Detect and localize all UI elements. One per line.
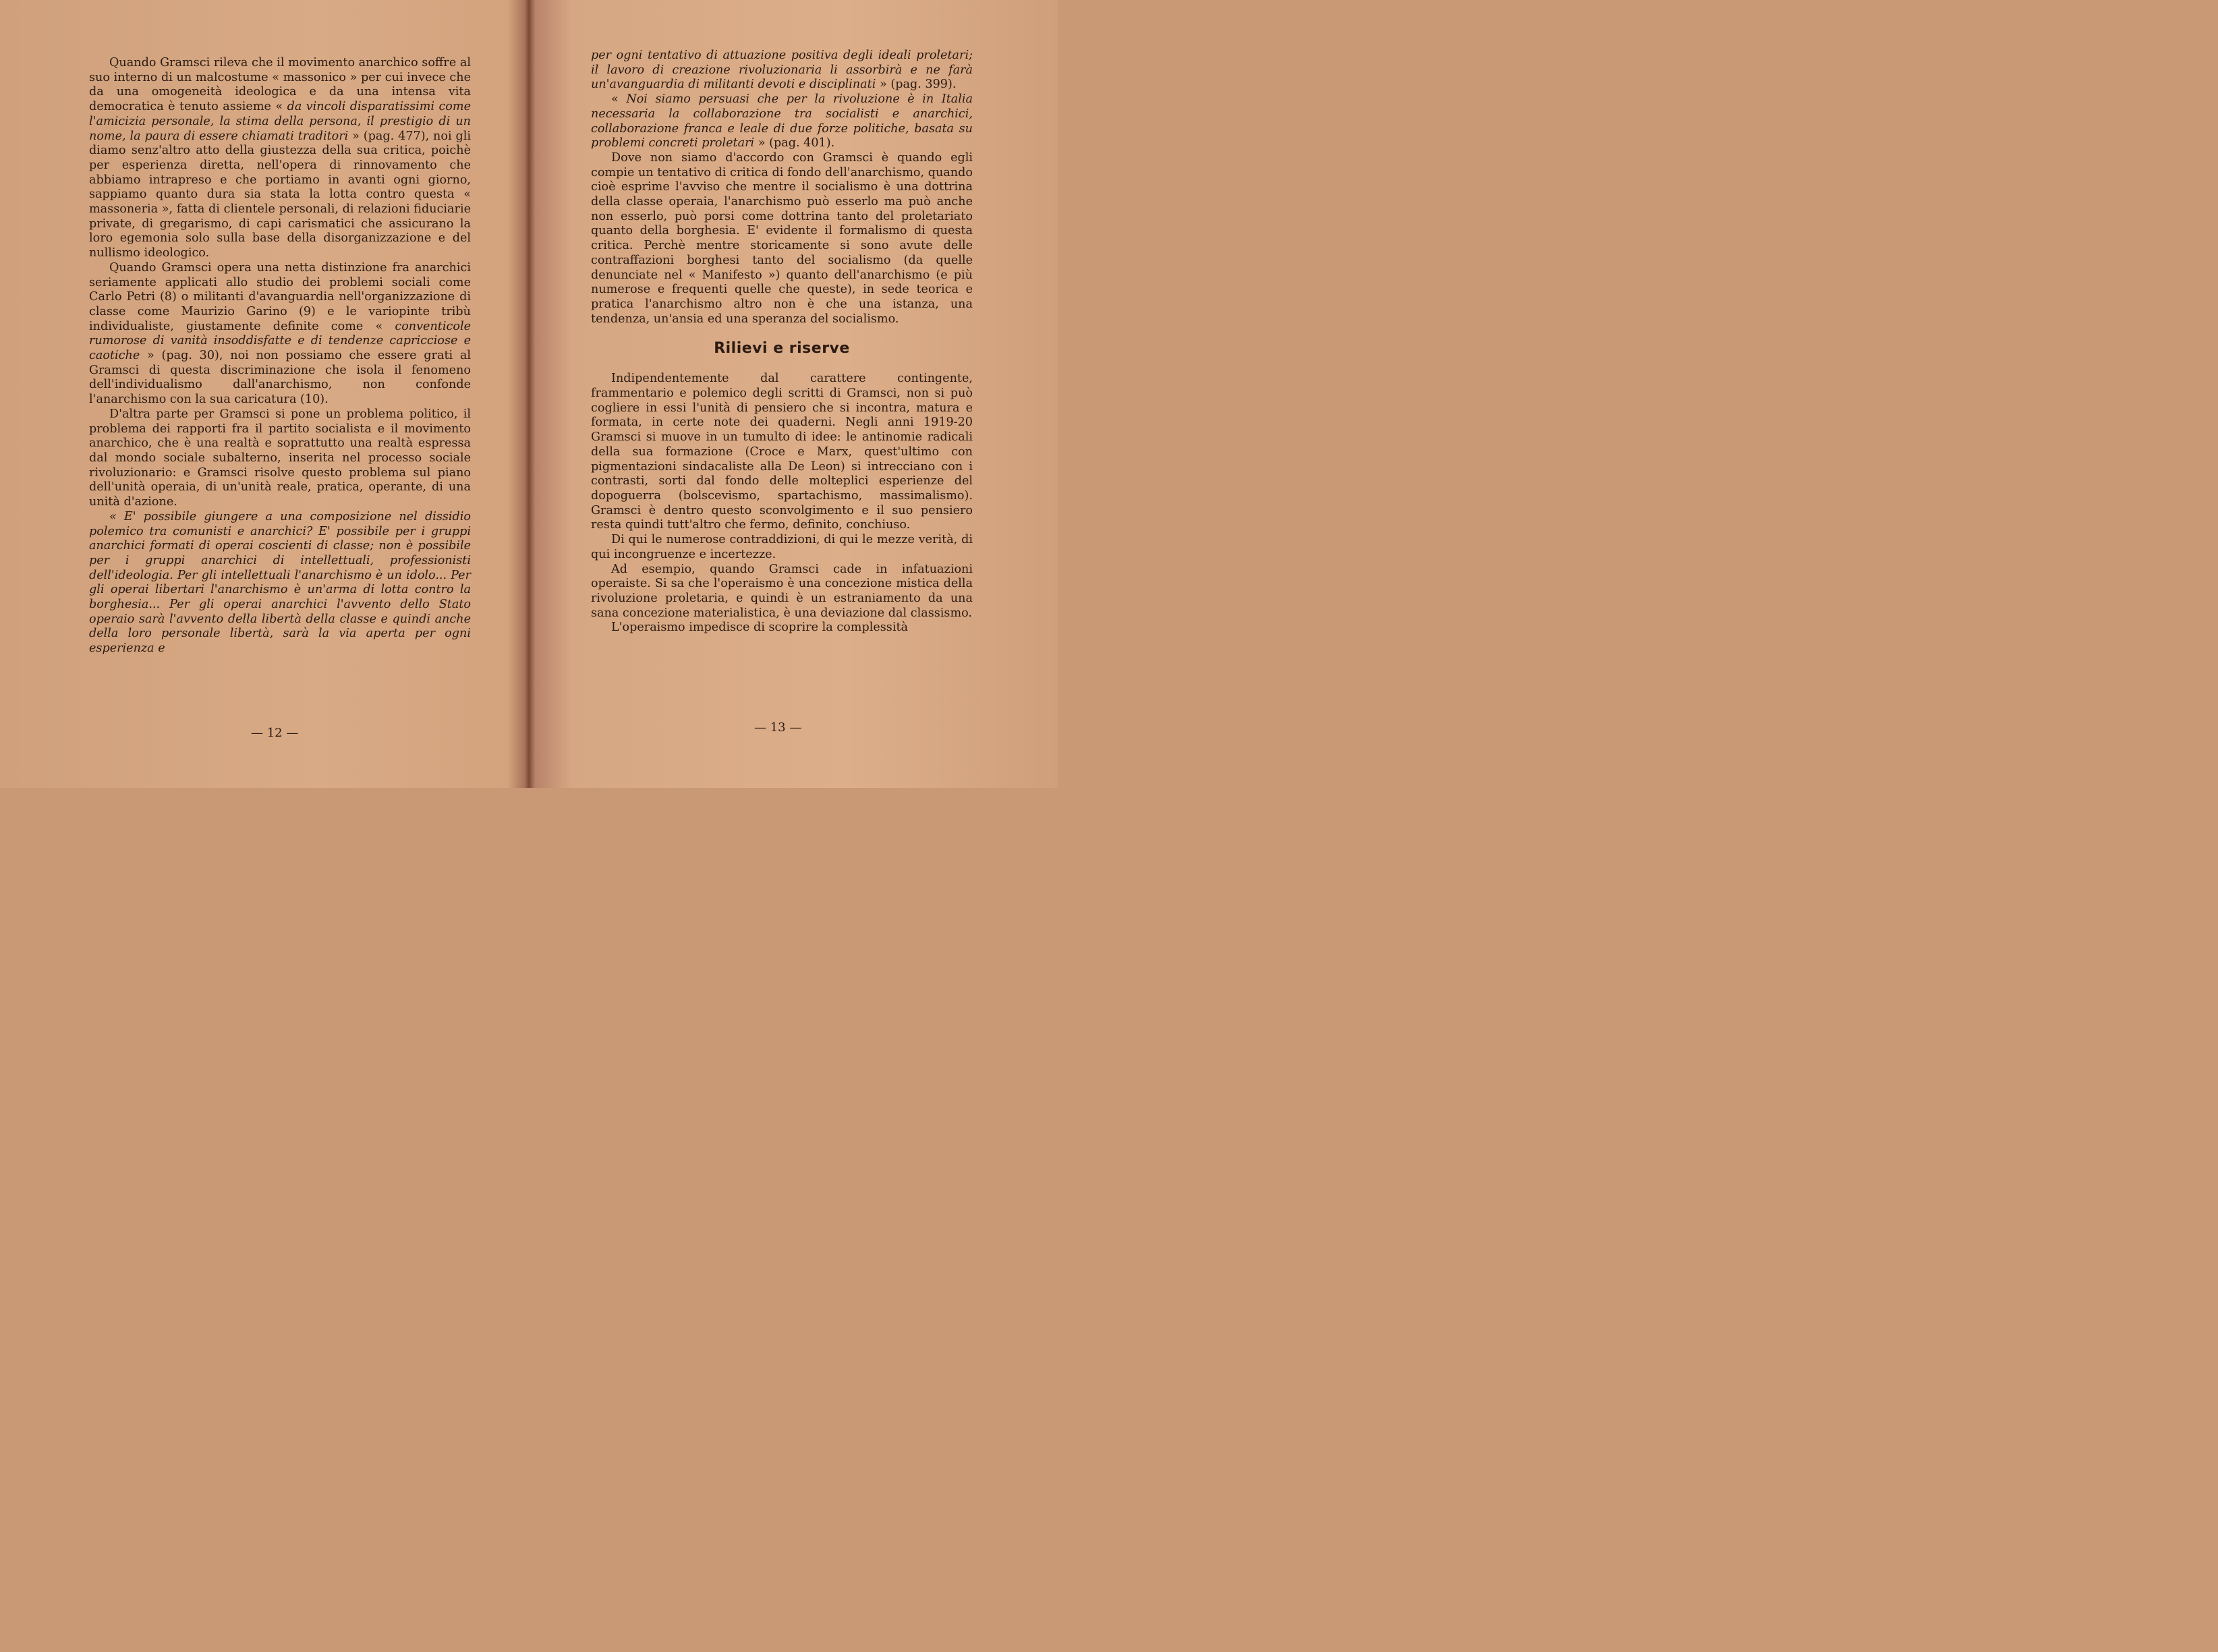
right-page-text <box>591 49 973 635</box>
page-number: — 13 — <box>754 720 802 735</box>
paragraph: Quando Gramsci rileva che il movimento anarchico soffre al suo interno di un malcostume « massonico » per cui invece che da una omogeneità ideologica e da una intensa vita democratica è tenuto assieme « da vincoli disparatissimi come l'amicizia personale, la stima della persona, il prestigio di un nome, la paura di essere chiamati traditori » (pag. 477), noi gli diamo senz'altro atto della giustezza della sua critica, poichè per esperienza diretta, nell'opera di rinnovamento che abbiamo intrapreso e che portiamo in avanti ogni giorno, sappiamo quanto dura sia stata la lotta contro questa « massoneria », fatta di clientele personali, di relazioni fiduciarie private, di gregarismo, di capi carismatici che assicurano la loro egemonia solo sulla base della disorganizzazione e del nullismo ideologico. <box>89 56 471 260</box>
paragraph: Ad esempio, quando Gramsci cade in infatuazioni operaiste. Si sa che l'operaismo è una concezione mistica della rivoluzione proletaria, e quindi è un estraniamento da una sana concezione materialistica, è una deviazione dal classismo. <box>591 562 973 620</box>
paragraph: Indipendentemente dal carattere contingente, frammentario e polemico degli scritti di Gramsci, non si può cogliere in essi l'unità di pensiero che si incontra, matura e formata, in certe note dei quaderni. Negli anni 1919-20 Gramsci si muove in un tumulto di idee: le antinomie radicali della sua formazione (Croce e Marx, quest'ultimo con pigmentazioni sindacaliste alla De Leon) si intrecciano con i contrasti, sorti dal fondo delle molteplici esperienze del dopoguerra (bolscevismo, spartachismo, massimalismo). Gramsci è dentro questo sconvolgimento e il suo pensiero resta quindi tutt'altro che fermo, definito, conchiuso. <box>591 372 973 532</box>
quotation: « Noi siamo persuasi che per la rivoluzione è in Italia necessaria la collaborazione tra socialisti e anarchici, collaborazione franca e leale di due forze politiche, basata su problemi concreti proletari » (pag. 401). <box>591 92 973 150</box>
section-heading: Rilievi e riserve <box>714 340 850 358</box>
paragraph: Di qui le numerose contraddizioni, di qui le mezze verità, di qui incongruenze e incertezze. <box>591 533 973 561</box>
paragraph: L'operaismo impedisce di scoprire la complessità <box>611 621 909 635</box>
paragraph: Quando Gramsci opera una netta distinzione fra anarchici seriamente applicati allo studio dei problemi sociali come Carlo Petri (8) o militanti d'avanguardia nell'organizzazione di classe come Maurizio Garino (9) e le variopinte tribù individualiste, giustamente definite come « conventicole rumorose di vanità insoddisfatte e di tendenze capricciose e caotiche » (pag. 30), noi non possiamo che essere grati al Gramsci di questa discriminazione che isola il fenomeno dell'individualismo dall'anarchismo, non confonde l'anarchismo con la sua caricatura (10). <box>89 260 471 407</box>
left-page-text <box>89 56 471 656</box>
paragraph: D'altra parte per Gramsci si pone un problema politico, il problema dei rapporti fra il partito socialista e il movimento anarchico, che è una realtà e soprattutto una realtà espressa dal mondo sociale subalterno, inserita nel processo sociale rivoluzionario: e Gramsci risolve questo problema sul piano dell'unità operaia, di un'unità reale, pratica, operante, di una unità d'azione. <box>89 407 471 509</box>
right-page <box>532 0 1058 788</box>
quotation-continued: per ogni tentativo di attuazione positiva degli ideali proletari; il lavoro di creazione rivoluzionaria li assorbirà e ne farà un'avanguardia di militanti devoti e disciplinati » (pag. 399). <box>591 49 973 92</box>
quotation: « E' possibile giungere a una composizione nel dissidio polemico tra comunisti e anarchici? E' possibile per i gruppi anarchici formati di operai coscienti di classe; non è possibile per i gruppi anarchici di intellettuali, professionisti dell'ideologia. Per gli intellettuali l'anarchismo è un idolo... Per gli operai libertari l'anarchismo è un'arma di lotta contro la borghesia... Per gli operai anarchici l'avvento dello Stato operaio sarà l'avvento della libertà della classe e quindi anche della loro personale libertà, sarà la via aperta per ogni esperienza e <box>89 509 471 656</box>
left-page <box>0 0 526 788</box>
page-number: — 12 — <box>251 726 299 740</box>
paragraph: Dove non siamo d'accordo con Gramsci è quando egli compie un tentativo di critica di fondo dell'anarchismo, quando cioè esprime l'avviso che mentre il socialismo è una dottrina della classe operaia, l'anarchismo può esserlo ma può anche non esserlo, può porsi come dottrina tanto del proletariato quanto della borghesia. E' evidente il formalismo di questa critica. Perchè mentre storicamente si sono avute delle contraffazioni borghesi tanto del socialismo (da quelle denunciate nel « Manifesto ») quanto dell'anarchismo (e più numerose e frequenti quelle che queste), in sede teorica e pratica l'anarchismo altro non è che una istanza, una tendenza, un'ansia ed una speranza del socialismo. <box>591 150 973 326</box>
book-spread <box>0 0 1058 788</box>
